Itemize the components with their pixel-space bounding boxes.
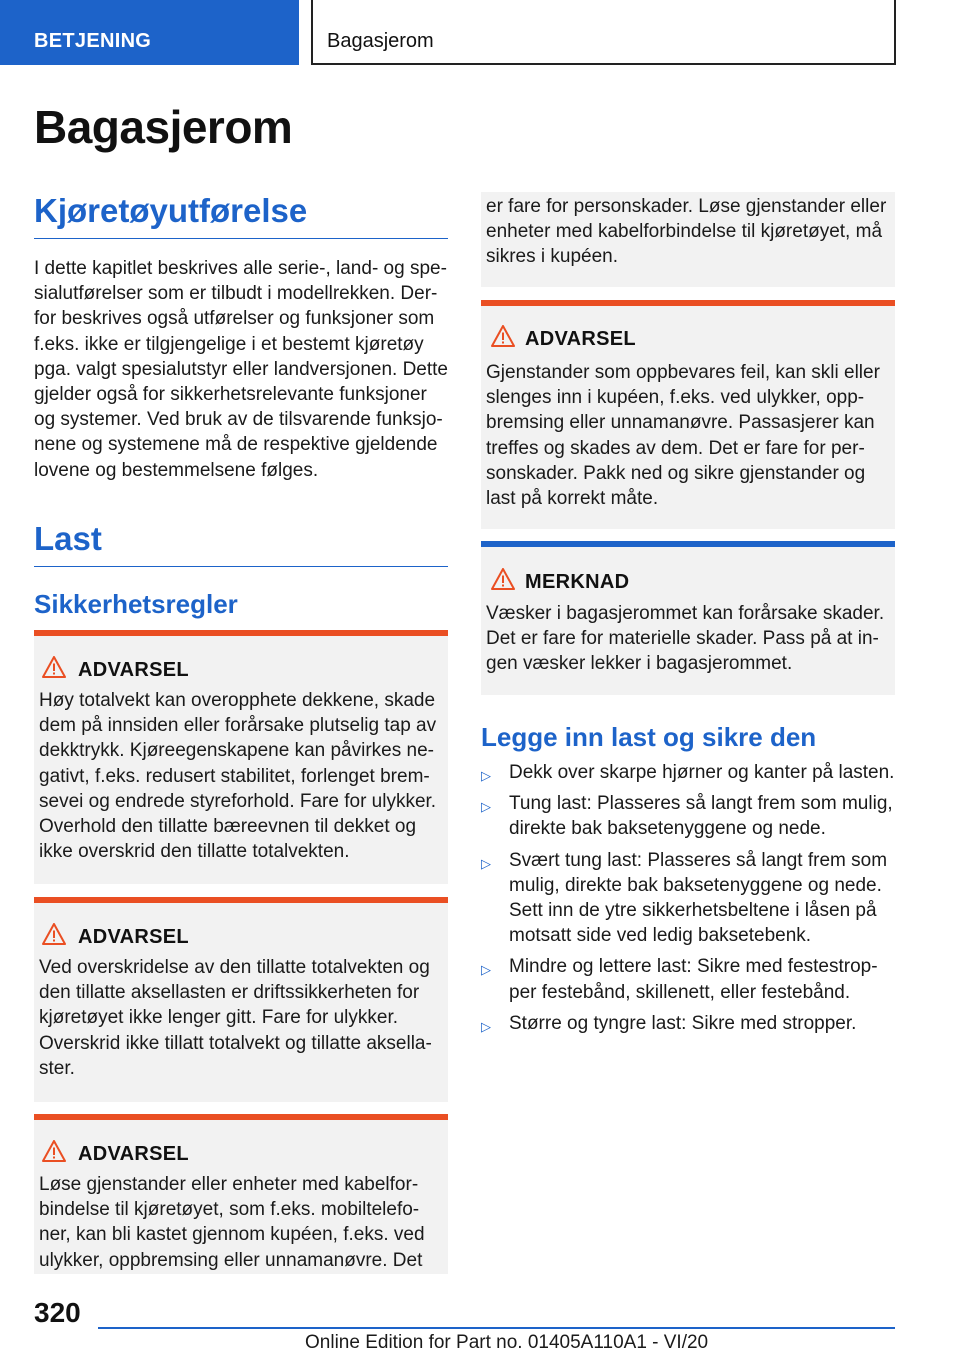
heading-vehicle-equipment: Kjøretøyutførelse xyxy=(34,192,448,239)
warning-box-continued xyxy=(481,192,895,287)
list-item xyxy=(481,848,901,949)
text-line: Gjenstander som oppbevares feil, kan skli eller xyxy=(486,362,880,383)
section-tab xyxy=(0,0,299,65)
text-line: kjøretøyet ikke lenger gitt. Fare for ulykker. xyxy=(39,1007,399,1029)
text-line: ner, kan bli kastet gjennom kupéen, f.eks. ved xyxy=(39,1224,425,1246)
note-bar xyxy=(481,541,895,547)
text-line: Tung last: Plasseres så langt frem som mulig, xyxy=(509,793,893,815)
warning-text xyxy=(39,688,449,864)
page-title: Bagasjerom xyxy=(34,101,293,153)
text-line: bindelse til kjøretøyet, som f.eks. mobiltelefo- xyxy=(39,1199,420,1221)
warning-box xyxy=(34,897,448,1102)
note-label: MERKNAD xyxy=(525,571,630,593)
text-line: motsatt side ved ledig baksetebenk. xyxy=(509,925,812,947)
text-line: enheter med kabelforbindelse til kjøretøyet, må xyxy=(486,221,883,243)
list-item xyxy=(481,1011,901,1036)
header-title: Bagasjerom xyxy=(327,30,434,52)
text-line: Svært tung last: Plasseres så langt frem som xyxy=(509,849,888,871)
bullet-triangle-icon: ▷ xyxy=(481,799,491,815)
page-number: 320 xyxy=(34,1297,81,1328)
intro-paragraph xyxy=(34,256,454,483)
text-line: lovene og bestemmelsene følges. xyxy=(34,459,319,481)
warning-label: ADVARSEL xyxy=(78,926,189,948)
text-line: sialutførelser som er tilbudt i modellrekken. Der- xyxy=(34,283,438,305)
text-line: og systemer. Ved bruk av de tilsvarende funksjo- xyxy=(34,409,443,431)
warning-text xyxy=(486,194,896,270)
footer-edition: Online Edition for Part no. 01405A110A1 - VI/20 xyxy=(305,1332,709,1353)
warning-bar xyxy=(34,897,448,903)
text-line: dem på innsiden eller forårsake plutselig tap av xyxy=(39,715,437,737)
warning-label: ADVARSEL xyxy=(525,328,636,350)
text-line: last på korrekt måte. xyxy=(486,488,659,510)
text-line: bremsing eller unnamanøvre. Passasjerer kan xyxy=(486,412,875,434)
list-item xyxy=(481,760,901,785)
text-line: nene og systemene må de respektive gjeldende xyxy=(34,434,438,456)
text-line: mulig, direkte bak baksetenyggene og nede. xyxy=(509,874,882,896)
list-item xyxy=(481,954,901,1004)
warning-text xyxy=(39,1172,449,1273)
text-line: den tillatte aksellasten er driftssikkerheten for xyxy=(39,982,420,1004)
text-line: dekktrykk. Kjøreegenskapene kan påvirkes ne- xyxy=(39,740,434,762)
warning-triangle-icon xyxy=(42,656,66,678)
text-line: Ved overskridelse av den tillatte totalvekten og xyxy=(39,957,430,978)
text-line: Høy totalvekt kan overopphete dekkene, skade xyxy=(39,690,436,711)
text-line: pga. valgt spesialutstyr eller landversjonen. Dette xyxy=(34,358,449,380)
text-line: ster. xyxy=(39,1057,75,1079)
warning-box xyxy=(34,630,448,884)
text-line: Overskrid ikke tillatt totalvekt og tillatte aksella- xyxy=(39,1032,432,1054)
warning-label: ADVARSEL xyxy=(78,659,189,681)
load-instructions-list xyxy=(481,760,901,1042)
warning-bar xyxy=(34,630,448,636)
warning-triangle-icon xyxy=(42,923,66,945)
text-line: sikres i kupéen. xyxy=(486,246,619,268)
text-line: Sett inn de ytre sikkerhetsbeltene i låsen på xyxy=(509,900,877,922)
warning-text xyxy=(486,360,896,511)
note-box xyxy=(481,541,895,695)
text-line: direkte bak baksetenyggene og nede. xyxy=(509,818,826,840)
text-line: Større og tyngre last: Sikre med stropper. xyxy=(509,1012,857,1034)
text-line: gjelder også for sikkerhetsrelevante funksjoner xyxy=(34,384,427,406)
warning-bar xyxy=(481,300,895,306)
text-line: sonskader. Pakk ned og sikre gjenstander og xyxy=(486,462,866,484)
text-line: gativt, f.eks. redusert stabilitet, forlenget brem- xyxy=(39,765,430,787)
text-line: per festebånd, skillenett, eller festebånd. xyxy=(509,981,851,1003)
text-line: Dekk over skarpe hjørner og kanter på lasten. xyxy=(509,762,895,783)
text-line: Overhold den tillatte bæreevnen til dekket og xyxy=(39,816,417,838)
text-line: Løse gjenstander eller enheter med kabelfor- xyxy=(39,1174,419,1195)
heading-load-and-secure: Legge inn last og sikre den xyxy=(481,722,817,752)
text-line: er fare for personskader. Løse gjenstander eller xyxy=(486,196,887,217)
text-line: I dette kapitlet beskrives alle serie-, land- og spe- xyxy=(34,258,447,279)
text-line: Det er fare for materielle skader. Pass på at in- xyxy=(486,628,879,650)
bullet-triangle-icon: ▷ xyxy=(481,768,491,783)
warning-bar xyxy=(34,1114,448,1120)
text-line: treffes og skades av dem. Det er fare for per- xyxy=(486,437,865,459)
text-line: Mindre og lettere last: Sikre med festestrop- xyxy=(509,956,878,978)
note-text xyxy=(486,601,896,677)
text-line: ulykker, oppbremsing eller unnamanøvre. Det xyxy=(39,1249,423,1271)
list-item xyxy=(481,791,901,841)
warning-triangle-icon xyxy=(491,325,515,347)
text-line: slenges inn i kupéen, f.eks. ved ulykker, opp- xyxy=(486,387,865,409)
note-triangle-icon xyxy=(491,568,515,590)
text-line: Væsker i bagasjerommet kan forårsake skader. xyxy=(486,603,885,624)
heading-safety-rules: Sikkerhetsregler xyxy=(34,589,238,619)
warning-text xyxy=(39,955,449,1081)
text-line: sevei og endrede styreforhold. Fare for ulykker. xyxy=(39,790,437,812)
warning-label: ADVARSEL xyxy=(78,1143,189,1165)
warning-box xyxy=(34,1114,448,1274)
text-line: for beskrives også utførelser og funksjoner som xyxy=(34,308,435,330)
header-title-box xyxy=(311,0,896,65)
text-line: gen væsker lekker i bagasjerommet. xyxy=(486,653,793,675)
text-line: ikke overskrid den tillatte totalvekten. xyxy=(39,841,350,863)
bullet-triangle-icon: ▷ xyxy=(481,962,491,978)
bullet-triangle-icon: ▷ xyxy=(481,855,491,871)
footer-divider xyxy=(98,1327,895,1329)
warning-triangle-icon xyxy=(42,1140,66,1162)
warning-box xyxy=(481,300,895,529)
text-line: f.eks. ikke er tilgjengelige i et bestemt kjøretøy xyxy=(34,333,424,355)
bullet-triangle-icon: ▷ xyxy=(481,1018,491,1034)
section-tab-label: BETJENING xyxy=(34,30,152,52)
heading-cargo: Last xyxy=(34,520,448,567)
